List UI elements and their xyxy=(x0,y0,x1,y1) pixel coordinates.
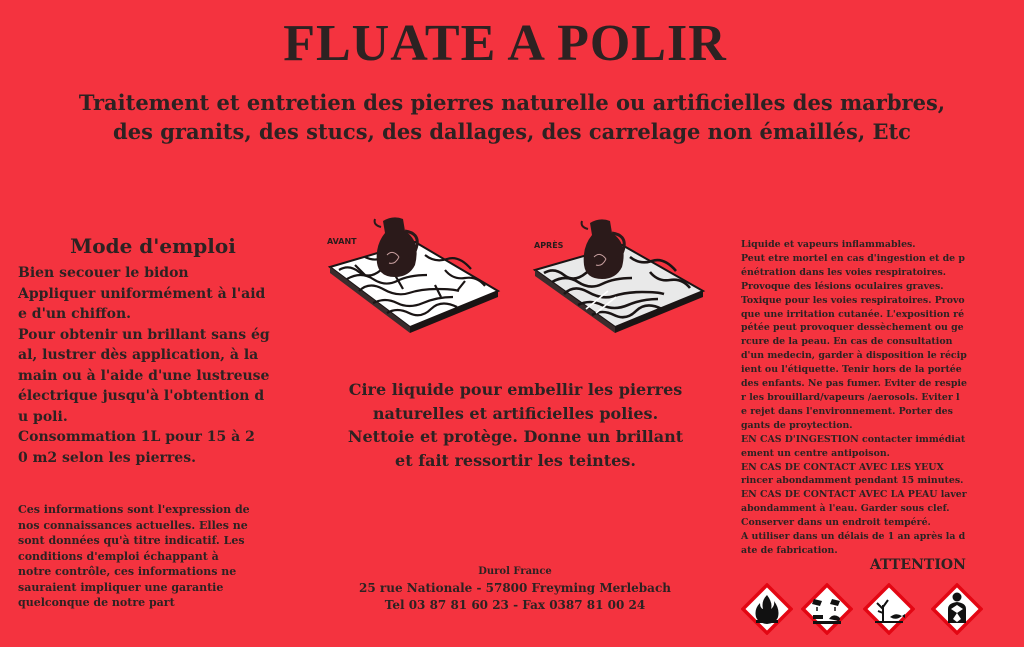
before-after-illustration xyxy=(325,215,710,335)
company-phone: Tel 03 87 81 60 23 - Fax 0387 81 00 24 xyxy=(384,598,646,612)
contact-block xyxy=(340,563,690,614)
description-line: et fait ressortir les teintes. xyxy=(395,450,636,470)
product-subtitle xyxy=(0,88,1024,146)
hazard-line: ient ou l'étiquette. Tenir hors de la portée xyxy=(741,364,962,376)
hazard-line: A utiliser dans un délais de 1 an après la d xyxy=(741,531,966,543)
disclaimer-text xyxy=(18,502,294,611)
description-line: Cire liquide pour embellir les pierres xyxy=(348,380,683,399)
mode-emploi-line: main ou à l'aide d'une lustreuse xyxy=(18,367,270,384)
hazard-line: Peut etre mortel en cas d'ingestion et de p xyxy=(741,252,965,264)
disclaimer-line: Ces informations sont l'expression de xyxy=(18,503,250,516)
health-hazard-icon xyxy=(931,583,983,635)
hazard-line: pétée peut provoquer dessèchement ou ge xyxy=(741,322,964,334)
subtitle-line: des granits, des stucs, des dallages, des carrelage non émaillés, Etc xyxy=(113,119,911,144)
disclaimer-line: nos connaissances actuelles. Elles ne xyxy=(18,518,248,532)
pitcher-before xyxy=(375,217,418,277)
hazard-line: rincer abondamment pendant 15 minutes. xyxy=(741,475,964,487)
hazard-line: énétration dans les voies respiratoires. xyxy=(741,266,947,278)
mode-emploi-line: u poli. xyxy=(18,408,68,425)
disclaimer-line: conditions d'emploi échappant à xyxy=(18,549,219,563)
hazard-line: EN CAS DE CONTACT AVEC LA PEAU laver xyxy=(741,489,967,501)
product-title: FLUATE A POLIR xyxy=(283,15,727,72)
mode-emploi-line: Appliquer uniformément à l'aid xyxy=(18,285,266,302)
pitcher-after xyxy=(582,219,625,279)
hazard-line: Liquide et vapeurs inflammables. xyxy=(741,239,916,250)
mode-emploi-line: e d'un chiffon. xyxy=(18,306,131,322)
before-label: AVANT xyxy=(327,237,357,246)
mode-emploi-heading: Mode d'emploi xyxy=(70,234,236,258)
hazard-line: que une irritation cutanée. L'exposition ré xyxy=(741,308,965,320)
mode-emploi-text xyxy=(18,263,296,468)
attention-signal-word: ATTENTION xyxy=(870,557,966,573)
mode-emploi-line: Pour obtenir un brillant sans ég xyxy=(18,326,270,343)
hazard-line: Conserver dans un endroit tempéré. xyxy=(741,517,931,529)
hazard-line: EN CAS D'INGESTION contacter immédiat xyxy=(741,433,966,445)
hazard-line: Toxique pour les voies respiratoires. Provo xyxy=(741,294,965,306)
hazard-line: EN CAS DE CONTACT AVEC LES YEUX xyxy=(741,461,944,473)
mode-emploi-line: al, lustrer dès application, à la xyxy=(18,347,259,363)
subtitle-line: Traitement et entretien des pierres naturelle ou artificielles des marbres, xyxy=(78,90,946,115)
hazard-statements xyxy=(741,238,1011,558)
hazard-line: d'un medecin, garder à disposition le récip xyxy=(741,350,967,362)
disclaimer-line: sauraient impliquer une garantie xyxy=(18,580,224,594)
hazard-line: e rejet dans l'environnement. Porter des xyxy=(741,405,953,417)
hazard-line: gants de proytection. xyxy=(741,419,853,431)
company-name: Durol France xyxy=(478,566,552,577)
company-address: 25 rue Nationale - 57800 Freyming Merlebach xyxy=(359,581,671,595)
disclaimer-line: notre contrôle, ces informations ne xyxy=(18,565,237,578)
disclaimer-line: sont données qu'à titre indicatif. Les xyxy=(18,534,245,547)
mode-emploi-line: électrique jusqu'à l'obtention d xyxy=(18,388,265,404)
mode-emploi-line: Bien secouer le bidon xyxy=(18,265,189,281)
after-label: APRÈS xyxy=(534,241,564,250)
description-line: naturelles et artificielles polies. xyxy=(372,403,659,423)
hazard-line: des enfants. Ne pas fumer. Eviter de respie xyxy=(741,378,967,390)
disclaimer-line: quelconque de notre part xyxy=(18,596,175,609)
description-line: Nettoie et protège. Donne un brillant xyxy=(347,427,684,446)
hazard-line: ement un centre antipoison. xyxy=(741,447,890,459)
mode-emploi-line: Consommation 1L pour 15 à 2 xyxy=(18,429,255,445)
hazard-line: rcure de la peau. En cas de consultation xyxy=(741,336,953,348)
environment-icon xyxy=(863,583,915,635)
flame-icon xyxy=(741,583,793,635)
hazard-line: abondamment à l'eau. Garder sous clef. xyxy=(741,503,950,515)
hazard-line: Provoque des lésions oculaires graves. xyxy=(741,280,944,292)
hazard-line: ate de fabrication. xyxy=(741,544,838,556)
hazard-line: r les brouillard/vapeurs /aerosols. Eviter l xyxy=(741,391,960,403)
product-description xyxy=(318,378,713,472)
mode-emploi-line: 0 m2 selon les pierres. xyxy=(18,449,196,466)
corrosion-icon xyxy=(801,583,853,635)
